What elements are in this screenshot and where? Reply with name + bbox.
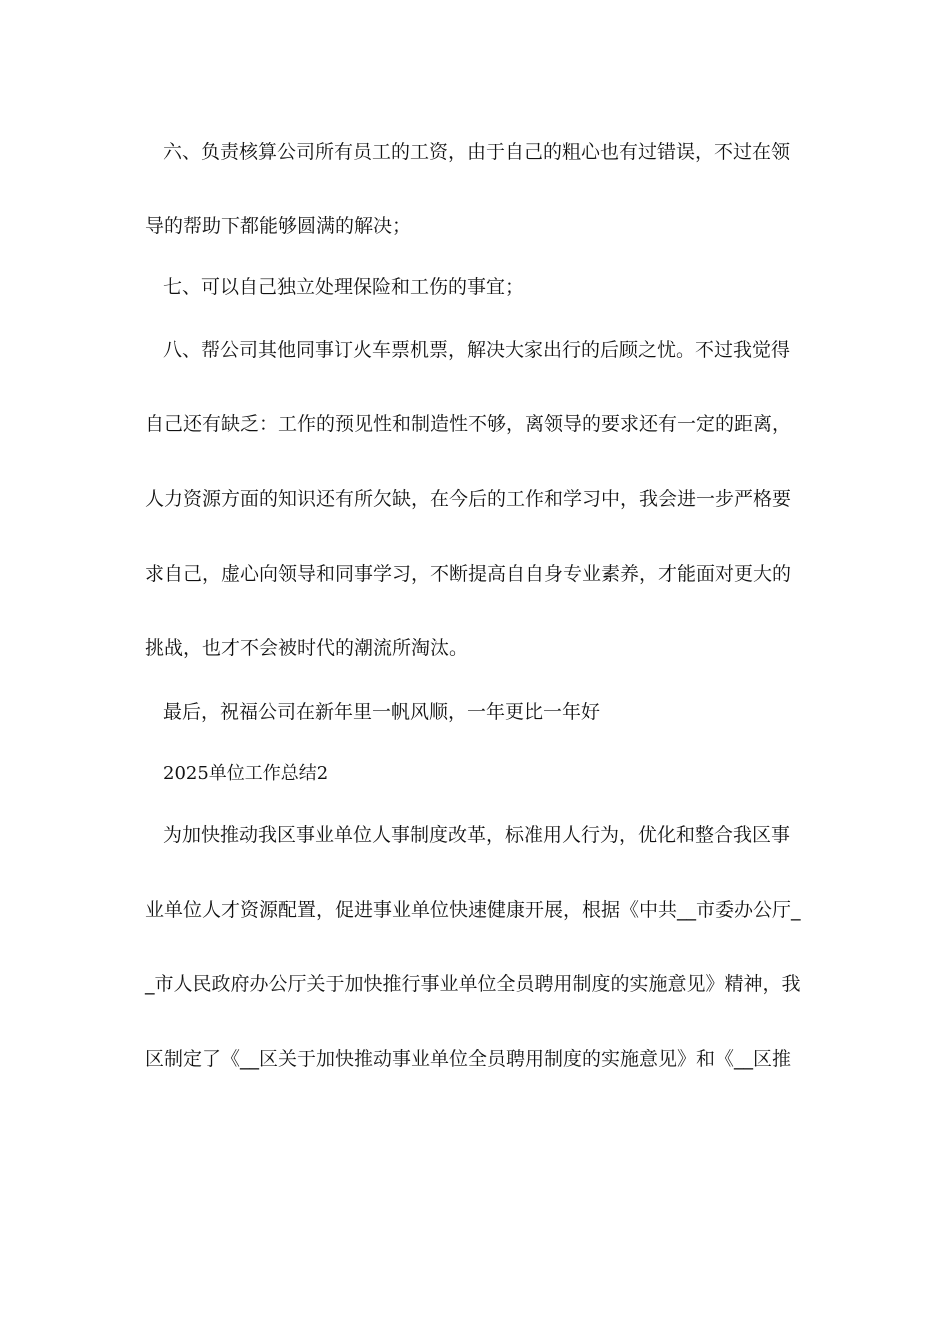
paragraph-line: 六、负责核算公司所有员工的工资，由于自己的粗心也有过错误，不过在领 [163, 141, 791, 163]
paragraph-line: 区制定了《__区关于加快推动事业单位全员聘用制度的实施意见》和《__区推 [145, 1048, 792, 1070]
paragraph-line: 挑战，也才不会被时代的潮流所淘汰。 [145, 637, 469, 659]
paragraph-line: 自己还有缺乏：工作的预见性和制造性不够，离领导的要求还有一定的距离， [145, 413, 792, 435]
paragraph-line: 业单位人才资源配置，促进事业单位快速健康开展，根据《中共__市委办公厅_ [145, 899, 801, 921]
paragraph-line: 七、可以自己独立处理保险和工伤的事宜； [163, 276, 525, 298]
section-heading: 2025单位工作总结2 [163, 763, 329, 784]
paragraph-line: 人力资源方面的知识还有所欠缺，在今后的工作和学习中，我会进一步严格要 [145, 488, 792, 510]
paragraph-line: 最后，祝福公司在新年里一帆风顺，一年更比一年好 [163, 701, 601, 723]
paragraph-line: 求自己，虚心向领导和同事学习，不断提高自自身专业素养，才能面对更大的 [145, 563, 792, 585]
paragraph-line: 八、帮公司其他同事订火车票机票，解决大家出行的后顾之忧。不过我觉得 [163, 339, 791, 361]
paragraph-line: 为加快推动我区事业单位人事制度改革，标准用人行为，优化和整合我区事 [163, 824, 791, 846]
paragraph-line: 导的帮助下都能够圆满的解决； [145, 215, 412, 237]
paragraph-line: _市人民政府办公厅关于加快推行事业单位全员聘用制度的实施意见》精神，我 [145, 973, 801, 995]
